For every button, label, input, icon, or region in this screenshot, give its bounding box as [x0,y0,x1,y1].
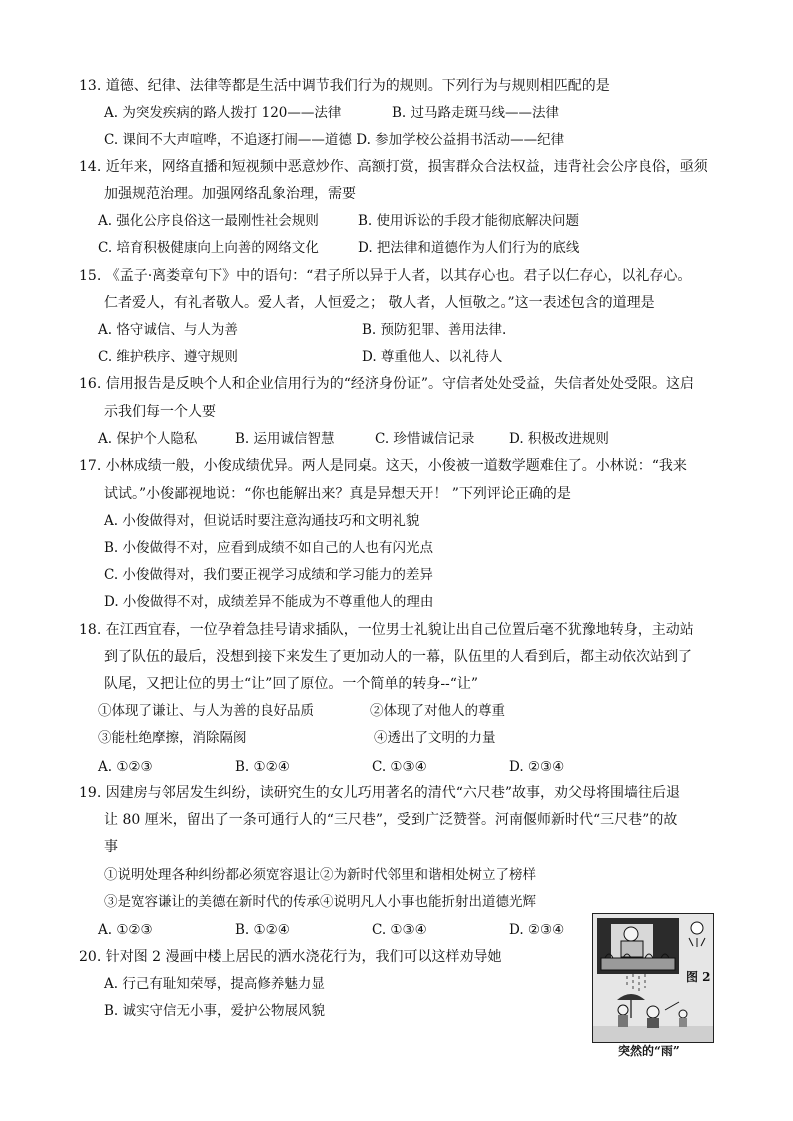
q13-option-cd: C. 课间不大声喧哗，不追逐打闹——道德 D. 参加学校公益捐书活动——纪律 [104,132,565,148]
q13-option-a: A. 为突发疾病的路人拨打 120——法律 [104,105,342,121]
q19-option-d: D. ②③④ [509,922,565,938]
q16-option-c: C. 珍惜诚信记录 [375,431,475,447]
q13-option-b: B. 过马路走斑马线——法律 [392,105,560,121]
q15-option-c: C. 维护秩序、遵守规则 [98,349,238,365]
q16-option-a: A. 保护个人隐私 [98,431,198,447]
figure-caption: 突然的“雨” [618,1044,680,1058]
q18-stem-line3: 队尾，又把让位的男士“让”回了原位。一个简单的转身--“让” [104,676,479,692]
q19-stem-line1: 19. 因建房与邻居发生纠纷，读研究生的女儿巧用著名的清代“六尺巷”故事，劝父母将围墙往后退 [79,785,681,801]
q18-statement-1: ①体现了谦让、与人为善的良好品质 [98,703,314,719]
q14-option-c: C. 培育积极健康向上向善的网络文化 [98,240,319,256]
q18-option-c: C. ①③④ [372,759,427,775]
q18-option-b: B. ①②④ [235,759,290,775]
q16-option-d: D. 积极改进规则 [509,431,609,447]
q15-option-a: A. 恪守诚信、与人为善 [98,322,238,338]
q20-option-a: A. 行己有耻知荣辱，提高修养魅力显 [104,976,325,992]
q20-option-b: B. 诚实守信无小事，爱护公物展风貌 [104,1003,326,1019]
q15-stem-line2: 仁者爱人，有礼者敬人。爱人者，人恒爱之； 敬人者，人恒敬之。”这一表述包含的道理是 [104,295,655,311]
q19-stem-line2: 让 80 厘米，留出了一条可通行人的“三尺巷”，受到广泛赞誉。河南偃师新时代“三尺巷”的故 [104,812,678,828]
q19-statements-1-2: ①说明处理各种纠纷都必须宽容退让②为新时代邻里和谐相处树立了榜样 [104,867,536,883]
q19-option-b: B. ①②④ [235,922,290,938]
q15-stem-line1: 15. 《孟子·离娄章句下》中的语句：“君子所以异于人者，以其存心也。君子以仁存心，以礼存心。 [79,268,692,284]
q20-stem: 20. 针对图 2 漫画中楼上居民的洒水浇花行为，我们可以这样劝导她 [79,949,502,965]
q16-stem-line1: 16. 信用报告是反映个人和企业信用行为的“经济身份证”。守信者处处受益，失信者处处受限。这启 [79,376,695,392]
q17-option-c: C. 小俊做得对，我们要正视学习成绩和学习能力的差异 [104,567,433,583]
q19-option-c: C. ①③④ [372,922,427,938]
figure-label: 图 2 [686,970,711,984]
q14-stem-line1: 14. 近年来，网络直播和短视频中恶意炒作、高额打赏，损害群众合法权益，违背社会公序良俗，亟须 [79,159,708,175]
q16-option-b: B. 运用诚信智慧 [235,431,335,447]
q15-option-b: B. 预防犯罪、善用法律. [362,322,507,338]
q15-option-d: D. 尊重他人、以礼待人 [362,349,503,365]
q18-option-a: A. ①②③ [98,759,153,775]
q18-statement-2: ②体现了对他人的尊重 [370,703,505,719]
q14-option-d: D. 把法律和道德作为人们行为的底线 [358,240,580,256]
q13-stem: 13. 道德、纪律、法律等都是生活中调节我们行为的规则。下列行为与规则相匹配的是 [79,78,610,94]
q19-option-a: A. ①②③ [98,922,153,938]
q17-option-b: B. 小俊做得不对，应看到成绩不如自己的人也有闪光点 [104,540,434,556]
q14-stem-line2: 加强规范治理。加强网络乱象治理，需要 [104,186,356,202]
q18-stem-line2: 到了队伍的最后，没想到接下来发生了更加动人的一幕，队伍里的人看到后，都主动依次站到了 [104,649,692,665]
q17-option-d: D. 小俊做得不对，成绩差异不能成为不尊重他人的理由 [104,594,434,610]
q17-stem-line1: 17. 小林成绩一般，小俊成绩优异。两人是同桌。这天，小俊被一道数学题难住了。小林说：“我来 [79,458,687,474]
q16-stem-line2: 示我们每一个人要 [104,404,216,420]
q18-option-d: D. ②③④ [509,759,565,775]
q18-statement-3: ③能杜绝摩擦，消除隔阂 [98,730,247,746]
q19-stem-line3: 事 [104,839,118,855]
q18-stem-line1: 18. 在江西宜春，一位孕着急挂号请求插队，一位男士礼貌让出自己位置后毫不犹豫地转身，主动站 [79,622,694,638]
q14-option-b: B. 使用诉讼的手段才能彻底解决问题 [358,213,580,229]
q14-option-a: A. 强化公序良俗这一最刚性社会规则 [98,213,319,229]
q19-statements-3-4: ③是宽容谦让的美德在新时代的传承④说明凡人小事也能折射出道德光辉 [104,894,536,910]
q17-stem-line2: 试试。”小俊鄙视地说：“你也能解出来？真是异想天开！ ”下列评论正确的是 [104,486,571,502]
q18-statement-4: ④透出了文明的力量 [374,730,496,746]
q17-option-a: A. 小俊做得对，但说话时要注意沟通技巧和文明礼貌 [104,513,420,529]
